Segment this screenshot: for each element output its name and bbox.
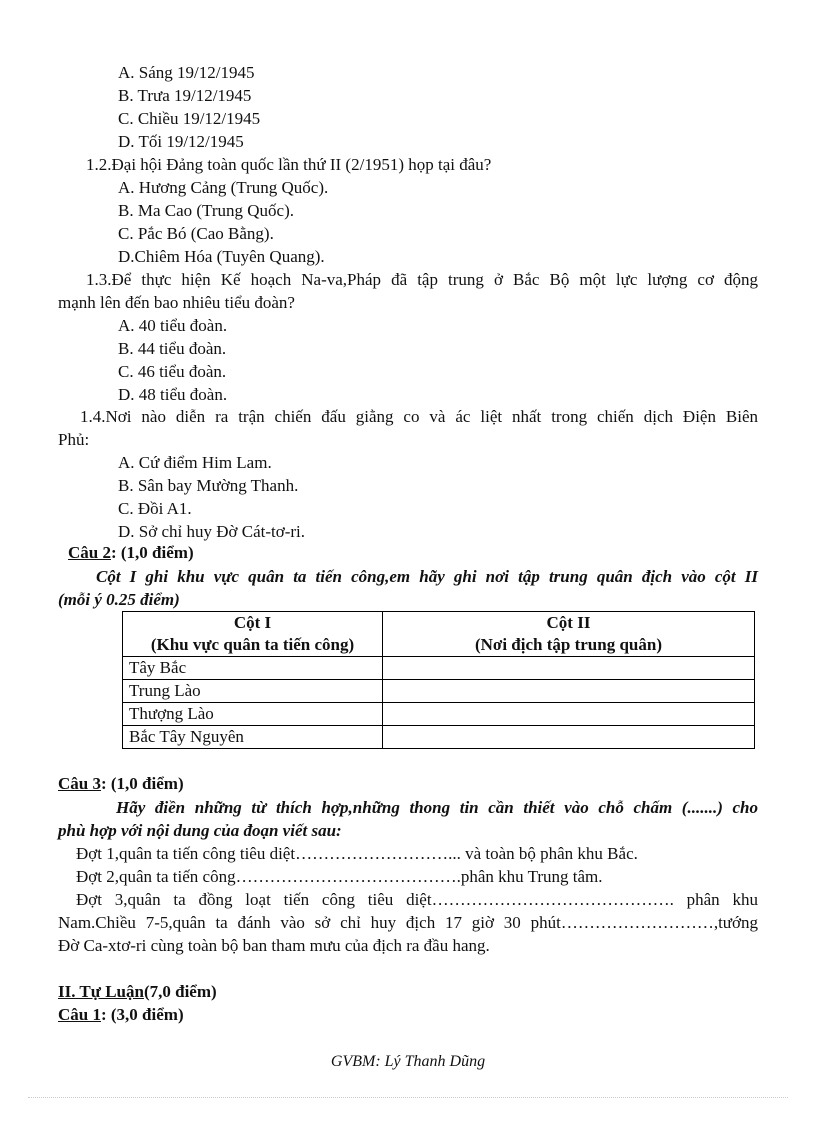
teacher-footer: GVBM: Lý Thanh Dũng — [330, 1053, 486, 1070]
part2-heading: II. Tự Luận — [58, 982, 144, 1001]
table-row — [123, 726, 755, 749]
q1-3-option-c: C. 46 tiểu đoàn. — [118, 362, 227, 381]
page-divider — [28, 1097, 788, 1098]
table-header-col1 — [123, 612, 383, 657]
table-header-col2 — [383, 612, 755, 657]
cau3-heading-line — [58, 773, 184, 795]
cau2-instruction-line2: (mỗi ý 0.25 điểm) — [58, 590, 180, 609]
part2-heading-line — [58, 981, 217, 1003]
q1-2-question: 1.2.Đại hội Đảng toàn quốc lần thứ II (2/1951) họp tại đâu? — [86, 155, 492, 174]
col1-title: Cột I — [233, 613, 272, 632]
cau2-heading: Câu 2 — [68, 543, 111, 562]
q1-3-question-line2: mạnh lên đến bao nhiêu tiểu đoàn? — [58, 293, 295, 312]
cau3-heading: Câu 3 — [58, 774, 101, 793]
part2-cau1-line — [58, 1004, 184, 1026]
cau3-instruction-line2: phù hợp với nội dung của đoạn viết sau: — [58, 821, 342, 840]
q1-1-option-b: B. Trưa 19/12/1945 — [118, 86, 252, 105]
cau3-instruction-line1: Hãy điền những từ thích hợp,những thong tin cần thiết vào chỗ chấm (.......) cho — [116, 798, 758, 817]
cau3-text-line5: Đờ Ca-xtơ-ri cùng toàn bộ ban tham mưu của địch ra đầu hang. — [58, 936, 490, 955]
q1-2-option-a: A. Hương Cảng (Trung Quốc). — [118, 178, 329, 197]
q1-3-option-b: B. 44 tiểu đoàn. — [118, 339, 227, 358]
cau3-text-line2: Đợt 2,quân ta tiến công………………………………….phân khu Trung tâm. — [76, 867, 603, 886]
table-cell-area: Bắc Tây Nguyên — [123, 726, 383, 749]
cau2-heading-line — [68, 542, 194, 564]
table-row — [123, 657, 755, 680]
q1-3-option-a: A. 40 tiểu đoàn. — [118, 316, 228, 335]
cau2-instruction-line1: Cột I ghi khu vực quân ta tiến công,em hãy ghi nơi tập trung quân địch vào cột II — [96, 567, 758, 586]
col1-subtitle: (Khu vực quân ta tiến công) — [150, 635, 355, 654]
cau3-points: : (1,0 điểm) — [100, 774, 184, 793]
q1-2-option-d: D.Chiêm Hóa (Tuyên Quang). — [118, 247, 325, 266]
q1-1-option-c: C. Chiều 19/12/1945 — [118, 109, 261, 128]
q1-2-option-b: B. Ma Cao (Trung Quốc). — [118, 201, 294, 220]
part2-cau1-points: : (3,0 điểm) — [100, 1005, 184, 1024]
q1-4-option-a: A. Cứ điểm Him Lam. — [118, 453, 272, 472]
q1-1-option-d: D. Tối 19/12/1945 — [118, 132, 244, 151]
table-cell-answer-blank[interactable] — [383, 680, 755, 703]
cau2-points: : (1,0 điểm) — [110, 543, 194, 562]
q1-3-option-d: D. 48 tiểu đoàn. — [118, 385, 228, 404]
cau3-text-line1: Đợt 1,quân ta tiến công tiêu diệt………………………... và toàn bộ phân khu Bắc. — [76, 844, 638, 863]
q1-3-question-line1: 1.3.Để thực hiện Kế hoạch Na-va,Pháp đã tập trung ở Bắc Bộ một lực lượng cơ động — [86, 270, 758, 289]
cau2-table — [122, 611, 755, 749]
cau3-text-line4: Nam.Chiều 7-5,quân ta đánh vào sở chỉ huy địch 17 giờ 30 phút………………………,tướng — [58, 913, 758, 932]
table-row — [123, 703, 755, 726]
q1-4-question-line1: 1.4.Nơi nào diễn ra trận chiến đấu giằng co và ác liệt nhất trong chiến dịch Điện Biên — [80, 407, 758, 426]
q1-2-option-c: C. Pắc Bó (Cao Bằng). — [118, 224, 274, 243]
table-cell-answer-blank[interactable] — [383, 703, 755, 726]
cau3-text-line3: Đợt 3,quân ta đồng loạt tiến công tiêu diệt……………………………………. phân khu — [76, 890, 758, 909]
table-cell-area: Thượng Lào — [123, 703, 383, 726]
col2-title: Cột II — [546, 613, 591, 632]
table-cell-answer-blank[interactable] — [383, 726, 755, 749]
q1-1-option-a: A. Sáng 19/12/1945 — [118, 63, 255, 82]
q1-4-question-line2: Phủ: — [58, 430, 90, 449]
part2-cau1-heading: Câu 1 — [58, 1005, 101, 1024]
table-cell-answer-blank[interactable] — [383, 657, 755, 680]
q1-4-option-b: B. Sân bay Mường Thanh. — [118, 476, 299, 495]
q1-4-option-d: D. Sở chỉ huy Đờ Cát-tơ-ri. — [118, 522, 306, 541]
col2-subtitle: (Nơi địch tập trung quân) — [474, 635, 662, 654]
table-header-row — [123, 612, 755, 657]
part2-points: (7,0 điểm) — [143, 982, 217, 1001]
table-cell-area: Tây Bắc — [123, 657, 383, 680]
q1-4-option-c: C. Đồi A1. — [118, 499, 192, 518]
table-row — [123, 680, 755, 703]
table-cell-area: Trung Lào — [123, 680, 383, 703]
